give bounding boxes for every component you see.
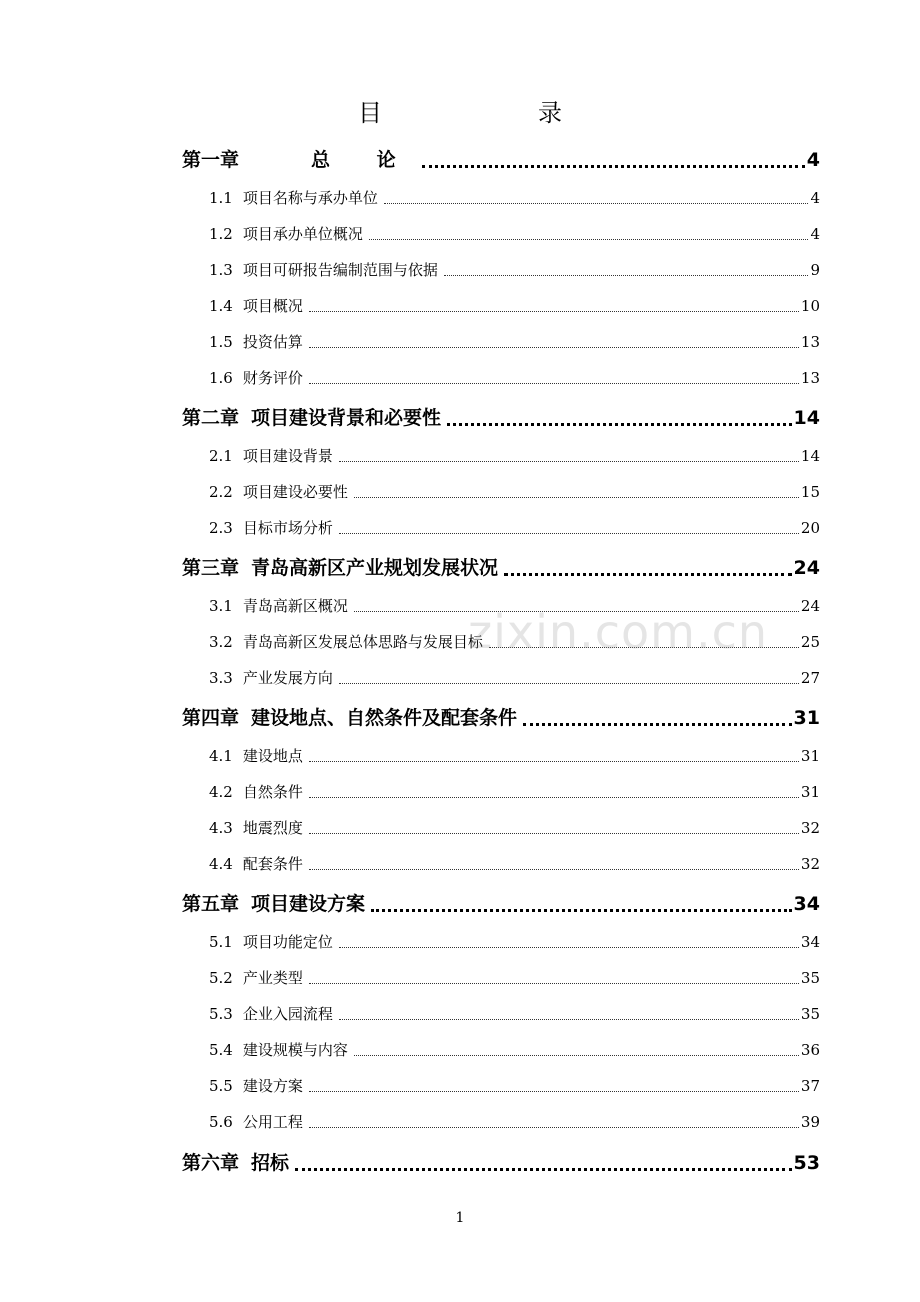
toc-entry-label: 建设地点 (242, 747, 303, 765)
toc-entry-number: 第三章 (182, 557, 240, 579)
toc-entry-number: 3.3 (209, 669, 233, 687)
toc-entry-label: 项目概况 (242, 297, 303, 315)
dot-leader (339, 444, 799, 468)
toc-chapter-entry[interactable] (182, 703, 820, 733)
toc-entry-page-number: 25 (800, 633, 820, 651)
toc-entry-page-number: 31 (800, 747, 820, 765)
toc-section-entry[interactable] (182, 780, 820, 804)
toc-entry-label: 目标市场分析 (242, 519, 333, 537)
toc-chapter-entry[interactable] (182, 553, 820, 583)
toc-entry-label: 总 论 (311, 149, 416, 171)
toc-entry-page-number: 36 (800, 1041, 820, 1059)
toc-entry-label: 建设方案 (242, 1077, 303, 1095)
toc-section-entry[interactable] (182, 222, 820, 246)
toc-entry-number: 1.4 (209, 297, 233, 315)
toc-entry-number: 第六章 (182, 1152, 240, 1174)
toc-entry-label: 公用工程 (242, 1113, 303, 1131)
toc-entry-label: 招标 (251, 1152, 290, 1174)
toc-entry-label: 项目名称与承办单位 (242, 189, 378, 207)
toc-entry-number: 1.3 (209, 261, 233, 279)
toc-chapter-entry[interactable] (182, 1148, 820, 1178)
toc-entry-page-number: 13 (800, 333, 820, 351)
toc-entry-label: 项目可研报告编制范围与依据 (242, 261, 438, 279)
dot-leader (444, 258, 809, 282)
toc-entry-label: 青岛高新区发展总体思路与发展目标 (242, 633, 483, 651)
dot-leader (523, 703, 792, 733)
toc-entry-label: 项目建设必要性 (242, 483, 348, 501)
toc-chapter-entry[interactable] (182, 889, 820, 919)
toc-section-entry[interactable] (182, 1110, 820, 1134)
toc-entry-number: 5.2 (209, 969, 233, 987)
toc-entry-page-number: 35 (800, 1005, 820, 1023)
dot-leader (354, 1038, 799, 1062)
toc-section-entry[interactable] (182, 444, 820, 468)
dot-leader (354, 480, 799, 504)
toc-entry-page-number: 4 (806, 149, 820, 171)
toc-chapter-entry[interactable] (182, 403, 820, 433)
toc-entry-number: 4.4 (209, 855, 233, 873)
toc-entry-label: 建设地点、自然条件及配套条件 (251, 707, 518, 729)
dot-leader (309, 1074, 799, 1098)
toc-section-entry[interactable] (182, 1074, 820, 1098)
toc-section-entry[interactable] (182, 186, 820, 210)
toc-entry-label: 项目功能定位 (242, 933, 333, 951)
toc-entry-page-number: 35 (800, 969, 820, 987)
toc-entry-label: 地震烈度 (242, 819, 303, 837)
dot-leader (309, 966, 799, 990)
toc-entry-page-number: 4 (810, 225, 820, 243)
toc-entry-number: 第五章 (182, 893, 240, 915)
toc-entry-number: 5.5 (209, 1077, 233, 1095)
dot-leader (295, 1148, 792, 1178)
toc-section-entry[interactable] (182, 294, 820, 318)
toc-entry-label: 财务评价 (242, 369, 303, 387)
toc-title: 目 录 (358, 99, 598, 127)
toc-entry-page-number: 34 (793, 893, 820, 915)
toc-entry-page-number: 39 (800, 1113, 820, 1131)
toc-entry-label: 建设规模与内容 (242, 1041, 348, 1059)
toc-entry-page-number: 24 (793, 557, 820, 579)
toc-entry-number: 1.2 (209, 225, 233, 243)
toc-entry-label: 项目建设背景 (242, 447, 333, 465)
watermark: zixin.com.cn (468, 605, 769, 659)
toc-entry-page-number: 37 (800, 1077, 820, 1095)
toc-entry-page-number: 4 (810, 189, 820, 207)
dot-leader (309, 294, 799, 318)
dot-leader (309, 852, 799, 876)
toc-section-entry[interactable] (182, 516, 820, 540)
toc-entry-label: 产业类型 (242, 969, 303, 987)
toc-entry-label: 产业发展方向 (242, 669, 333, 687)
toc-entry-number: 5.3 (209, 1005, 233, 1023)
toc-entry-page-number: 31 (793, 707, 820, 729)
toc-entry-number: 第二章 (182, 407, 240, 429)
toc-entry-page-number: 14 (793, 407, 820, 429)
toc-entry-page-number: 14 (800, 447, 820, 465)
toc-entry-number: 5.1 (209, 933, 233, 951)
toc-entry-page-number: 32 (800, 855, 820, 873)
toc-entry-number: 5.4 (209, 1041, 233, 1059)
toc-section-entry[interactable] (182, 966, 820, 990)
toc-entry-number: 第四章 (182, 707, 240, 729)
toc-entry-number: 第一章 (182, 149, 240, 171)
dot-leader (309, 744, 799, 768)
toc-entry-number: 2.2 (209, 483, 233, 501)
toc-entry-label: 青岛高新区产业规划发展状况 (251, 557, 499, 579)
dot-leader (422, 145, 805, 175)
toc-entry-label: 配套条件 (242, 855, 303, 873)
toc-entry-number: 1.6 (209, 369, 233, 387)
toc-section-entry[interactable] (182, 366, 820, 390)
dot-leader (369, 222, 809, 246)
toc-section-entry[interactable] (182, 330, 820, 354)
toc-entry-label: 项目承办单位概况 (242, 225, 363, 243)
toc-entry-page-number: 9 (810, 261, 820, 279)
dot-leader (309, 330, 799, 354)
dot-leader (339, 1002, 799, 1026)
toc-entry-number: 1.1 (209, 189, 233, 207)
toc-section-entry[interactable] (182, 744, 820, 768)
toc-entry-page-number: 13 (800, 369, 820, 387)
dot-leader (309, 780, 799, 804)
dot-leader (309, 816, 799, 840)
toc-section-entry[interactable] (182, 1038, 820, 1062)
toc-entry-page-number: 53 (793, 1152, 820, 1174)
toc-entry-page-number: 27 (800, 669, 820, 687)
toc-entry-number: 1.5 (209, 333, 233, 351)
dot-leader (339, 930, 799, 954)
toc-entry-page-number: 32 (800, 819, 820, 837)
toc-section-entry[interactable] (182, 258, 820, 282)
dot-leader (384, 186, 809, 210)
toc-entry-number: 3.1 (209, 597, 233, 615)
dot-leader (339, 666, 799, 690)
toc-section-entry[interactable] (182, 666, 820, 690)
toc-entry-page-number: 34 (800, 933, 820, 951)
toc-entry-number: 2.3 (209, 519, 233, 537)
toc-entry-number: 3.2 (209, 633, 233, 651)
toc-entry-label: 企业入园流程 (242, 1005, 333, 1023)
toc-entry-label: 项目建设背景和必要性 (251, 407, 442, 429)
toc-section-entry[interactable] (182, 480, 820, 504)
toc-entry-label: 自然条件 (242, 783, 303, 801)
toc-entry-page-number: 24 (800, 597, 820, 615)
toc-section-entry[interactable] (182, 852, 820, 876)
toc-entry-label: 项目建设方案 (251, 893, 366, 915)
dot-leader (309, 366, 799, 390)
toc-entry-page-number: 10 (800, 297, 820, 315)
dot-leader (371, 889, 792, 919)
toc-entry-number: 5.6 (209, 1113, 233, 1131)
dot-leader (447, 403, 792, 433)
page-number: 1 (455, 1210, 465, 1226)
dot-leader (339, 516, 799, 540)
toc-entry-label: 投资估算 (242, 333, 303, 351)
toc-entry-number: 2.1 (209, 447, 233, 465)
toc-entry-label: 青岛高新区概况 (242, 597, 348, 615)
toc-entry-page-number: 31 (800, 783, 820, 801)
toc-entry-number: 4.1 (209, 747, 233, 765)
dot-leader (309, 1110, 799, 1134)
toc-entry-number: 4.3 (209, 819, 233, 837)
toc-entry-number: 4.2 (209, 783, 233, 801)
toc-section-entry[interactable] (182, 816, 820, 840)
toc-section-entry[interactable] (182, 1002, 820, 1026)
dot-leader (504, 553, 792, 583)
toc-entry-page-number: 20 (800, 519, 820, 537)
toc-chapter-entry[interactable] (182, 145, 820, 175)
toc-entry-page-number: 15 (800, 483, 820, 501)
toc-section-entry[interactable] (182, 930, 820, 954)
